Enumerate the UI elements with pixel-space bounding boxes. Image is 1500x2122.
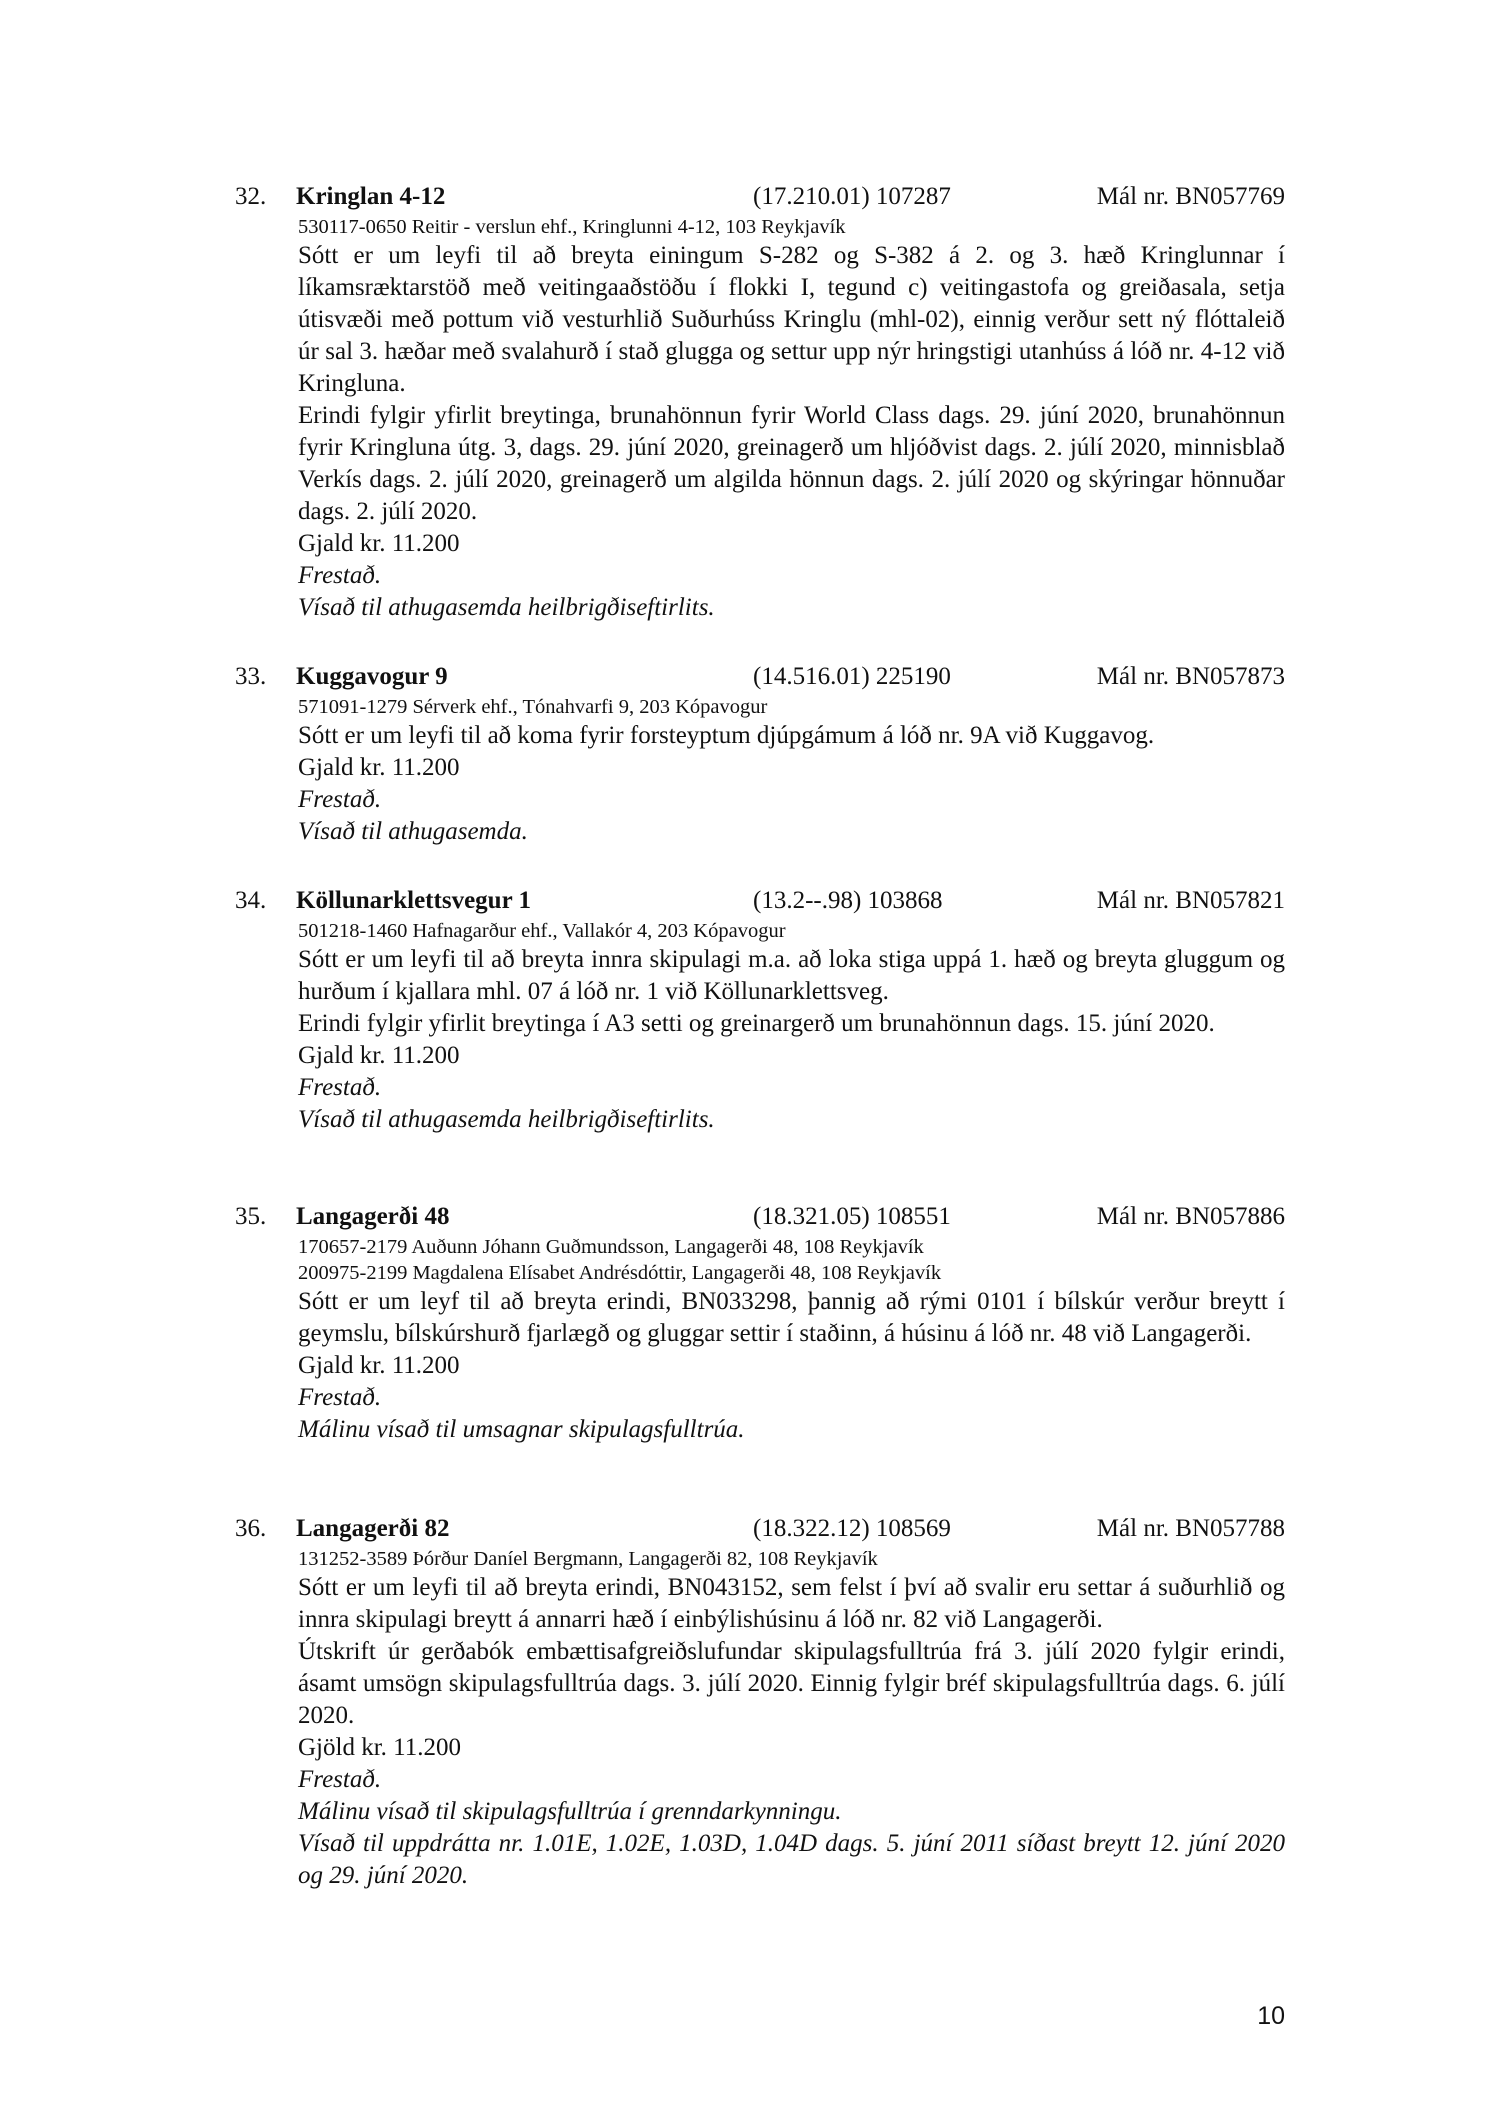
case-decision: Frestað. [298,562,382,589]
case-body [298,1286,1285,1446]
case-id: Mál nr. BN057821 [1096,887,1285,914]
case-id: Mál nr. BN057873 [1096,663,1285,690]
case-35 [235,1200,1285,1446]
case-header [235,660,1285,694]
case-34 [235,884,1285,1136]
case-33 [235,660,1285,848]
case-id: Mál nr. BN057788 [1096,1515,1285,1542]
case-paragraph: Erindi fylgir yfirlit breytinga í A3 setti og greinargerð um brunahönnun dags. 15. júní 2020. [298,1010,1215,1037]
case-paragraph: Sótt er um leyfi til að breyta erindi, BN043152, sem felst í því að svalir eru settar á suðurhlið og innra skipulagi breytt á annarri hæð í einbýlishúsinu á lóð nr. 82 við Langagerði. [298,1574,1285,1633]
case-id: Mál nr. BN057769 [1096,183,1285,210]
case-body [298,240,1285,624]
case-address: Kuggavogur 9 [296,663,448,690]
case-paragraph: Útskrift úr gerðabók embættisafgreiðslufundar skipulagsfulltrúa frá 3. júlí 2020 fylgir erindi, ásamt umsögn skipulagsfulltrúa dags. 3. júlí 2020. Einnig fylgir bréf skipulagsfulltrúa dags. 6. júlí 2020. [298,1638,1285,1729]
case-decision: Frestað. [298,1766,382,1793]
applicant: 501218-1460 Hafnagarður ehf., Vallakór 4, 203 Kópavogur [298,920,786,942]
case-decision: Frestað. [298,786,382,813]
case-decision: Vísað til athugasemda heilbrigðiseftirlits. [298,1106,715,1133]
case-36 [235,1512,1285,1892]
case-number: 36. [235,1515,267,1542]
case-fee: Gjöld kr. 11.200 [298,1734,461,1761]
case-id: Mál nr. BN057886 [1096,1203,1285,1230]
case-number: 35. [235,1203,267,1230]
case-paragraph: Sótt er um leyf til að breyta erindi, BN033298, þannig að rými 0101 í bílskúr verður breytt í geymslu, bílskúrshurð fjarlægð og gluggar settir í staðinn, á húsinu á lóð nr. 48 við Langagerði. [298,1288,1285,1347]
case-paragraph: Sótt er um leyfi til að breyta innra skipulagi m.a. að loka stiga uppá 1. hæð og breyta gluggum og hurðum í kjallara mhl. 07 á lóð nr. 1 við Köllunarklettsveg. [298,946,1285,1005]
applicant: 200975-2199 Magdalena Elísabet Andrésdóttir, Langagerði 48, 108 Reykjavík [298,1262,942,1284]
case-body [298,720,1285,848]
case-decision: Málinu vísað til umsagnar skipulagsfulltrúa. [298,1416,745,1443]
case-decision: Vísað til uppdrátta nr. 1.01E, 1.02E, 1.03D, 1.04D dags. 5. júní 2011 síðast breytt 12. júní 2020 og 29. júní 2020. [298,1830,1285,1889]
case-address: Langagerði 48 [296,1203,450,1230]
case-decision: Frestað. [298,1384,382,1411]
case-decision: Frestað. [298,1074,382,1101]
applicant: 571091-1279 Sérverk ehf., Tónahvarfi 9, 203 Kópavogur [298,696,768,718]
case-address: Köllunarklettsvegur 1 [296,887,531,914]
case-header [235,884,1285,918]
case-address: Langagerði 82 [296,1515,450,1542]
case-lot: (13.2--.98) 103868 [753,887,943,914]
case-32 [235,180,1285,624]
applicant: 131252-3589 Þórður Daníel Bergmann, Langagerði 82, 108 Reykjavík [298,1548,878,1570]
case-paragraph: Sótt er um leyfi til að koma fyrir forsteyptum djúpgámum á lóð nr. 9A við Kuggavog. [298,722,1155,749]
case-decision: Vísað til athugasemda heilbrigðiseftirlits. [298,594,715,621]
applicant: 170657-2179 Auðunn Jóhann Guðmundsson, Langagerði 48, 108 Reykjavík [298,1236,924,1258]
case-lot: (14.516.01) 225190 [753,663,951,690]
case-header [235,180,1285,214]
case-fee: Gjald kr. 11.200 [298,1352,460,1379]
case-paragraph: Erindi fylgir yfirlit breytinga, brunahönnun fyrir World Class dags. 29. júní 2020, brunahönnun fyrir Kringluna útg. 3, dags. 29. júní 2020, greinagerð um hljóðvist dags. 2. júlí 2020, minnisblað Verkís dags. 2. júlí 2020, greinagerð um algilda hönnun dags. 2. júlí 2020 og skýringar hönnuðar dags. 2. júlí 2020. [298,402,1285,525]
case-fee: Gjald kr. 11.200 [298,754,460,781]
case-lot: (18.322.12) 108569 [753,1515,951,1542]
case-header [235,1200,1285,1234]
case-paragraph: Sótt er um leyfi til að breyta einingum S-282 og S-382 á 2. og 3. hæð Kringlunnar í líkamsræktarstöð með veitingaaðstöðu í flokki I, tegund c) veitingastofa og greiðasala, setja útisvæði með pottum við vesturhlið Suðurhúss Kringlu (mhl-02), einnig verður sett ný flóttaleið úr sal 3. hæðar með svalahurð í stað glugga og settur upp nýr hringstigi utanhúss á lóð nr. 4-12 við Kringluna. [298,242,1285,397]
case-body [298,944,1285,1136]
case-fee: Gjald kr. 11.200 [298,530,460,557]
case-lot: (18.321.05) 108551 [753,1203,951,1230]
case-fee: Gjald kr. 11.200 [298,1042,460,1069]
case-number: 32. [235,183,267,210]
case-header [235,1512,1285,1546]
case-number: 33. [235,663,267,690]
page-number: 10 [1257,2002,1285,2030]
case-decision: Málinu vísað til skipulagsfulltrúa í grenndarkynningu. [298,1798,842,1825]
case-number: 34. [235,887,267,914]
case-body [298,1572,1285,1892]
applicant: 530117-0650 Reitir - verslun ehf., Kringlunni 4-12, 103 Reykjavík [298,216,846,238]
case-address: Kringlan 4-12 [296,183,446,210]
case-decision: Vísað til athugasemda. [298,818,528,845]
case-lot: (17.210.01) 107287 [753,183,951,210]
